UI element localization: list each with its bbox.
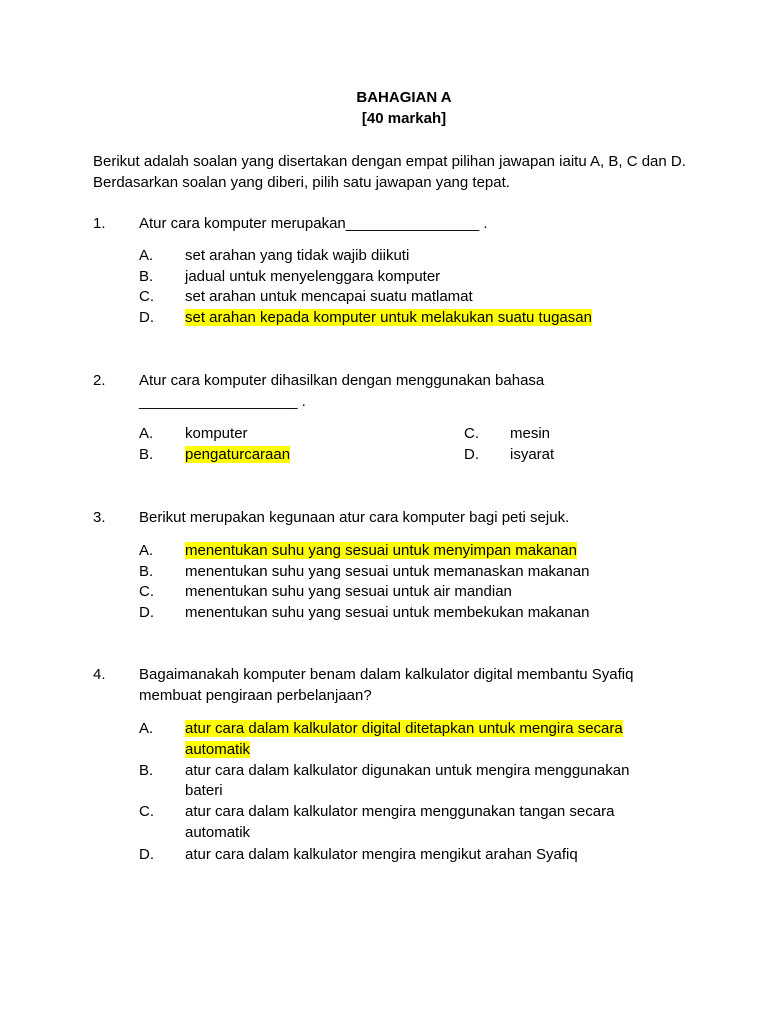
- question-2-number: 2.: [93, 372, 106, 389]
- question-2-text-line1: Atur cara komputer dihasilkan dengan menggunakan bahasa: [139, 372, 545, 389]
- section-title: BAHAGIAN A: [356, 89, 452, 106]
- q3-option-c-text: menentukan suhu yang sesuai untuk air mandian: [185, 583, 512, 600]
- q1-option-d-text-highlighted: set arahan kepada komputer untuk melakukan suatu tugasan: [185, 309, 592, 326]
- section-marks: [40 markah]: [361, 110, 447, 127]
- question-4-text-line2: membuat pengiraan perbelanjaan?: [139, 687, 372, 704]
- q3-option-b-text: menentukan suhu yang sesuai untuk memanaskan makanan: [185, 563, 590, 580]
- q4-option-c-letter: C.: [139, 803, 154, 820]
- q2-option-a-letter: A.: [139, 425, 154, 442]
- instructions-paragraph: Berikut adalah soalan yang disertakan dengan empat pilihan jawapan iaitu A, B, C dan D. Berdasarkan soalan yang diberi, pilih satu jawapan yang tepat.: [93, 153, 686, 191]
- q2-option-d-text: isyarat: [510, 446, 555, 463]
- q1-option-c-letter: C.: [139, 288, 154, 305]
- q3-option-a-wrap: [185, 540, 577, 561]
- q3-option-c-letter: C.: [139, 583, 154, 600]
- q4-option-d-letter: D.: [139, 846, 154, 863]
- q2-option-b-letter: B.: [139, 446, 154, 463]
- q4-option-a-letter: A.: [139, 720, 154, 737]
- q1-option-c-text: set arahan untuk mencapai suatu matlamat: [185, 288, 473, 305]
- q4-option-a-wrap2: [185, 739, 250, 760]
- q2-option-d-letter: D.: [464, 446, 479, 463]
- q4-option-b-letter: B.: [139, 762, 154, 779]
- q3-option-b-letter: B.: [139, 563, 154, 580]
- question-2-text-line2: ___________________ .: [139, 393, 306, 410]
- q3-option-a-text-highlighted: menentukan suhu yang sesuai untuk menyimpan makanan: [185, 542, 577, 559]
- q4-option-b-line2: bateri: [185, 782, 223, 799]
- q1-option-b-letter: B.: [139, 268, 154, 285]
- q4-option-b-line1: atur cara dalam kalkulator digunakan untuk mengira menggunakan: [185, 762, 630, 779]
- question-1-number: 1.: [93, 215, 106, 232]
- q2-option-a-text: komputer: [185, 425, 248, 442]
- q4-option-d-text: atur cara dalam kalkulator mengira mengikut arahan Syafiq: [185, 846, 578, 863]
- q3-option-d-letter: D.: [139, 604, 154, 621]
- question-4-text-line1: Bagaimanakah komputer benam dalam kalkulator digital membantu Syafiq: [139, 666, 634, 683]
- q4-option-c-line2: automatik: [185, 824, 251, 841]
- question-3-text: Berikut merupakan kegunaan atur cara komputer bagi peti sejuk.: [139, 509, 570, 526]
- q2-option-c-text: mesin: [510, 425, 551, 442]
- question-1-text: Atur cara komputer merupakan________________ .: [139, 215, 488, 232]
- q4-option-a-line2-highlighted: automatik: [185, 741, 251, 758]
- q3-option-a-letter: A.: [139, 542, 154, 559]
- question-3-number: 3.: [93, 509, 106, 526]
- q2-option-b-wrap: [185, 444, 290, 465]
- q1-option-b-text: jadual untuk menyelenggara komputer: [185, 268, 441, 285]
- q4-option-a-wrap1: [185, 718, 623, 739]
- q1-option-a-letter: A.: [139, 247, 154, 264]
- q4-option-c-line1: atur cara dalam kalkulator mengira menggunakan tangan secara: [185, 803, 615, 820]
- q2-option-b-text-highlighted: pengaturcaraan: [185, 446, 291, 463]
- q4-option-a-line1-highlighted: atur cara dalam kalkulator digital ditetapkan untuk mengira secara: [185, 720, 623, 737]
- q1-option-a-text: set arahan yang tidak wajib diikuti: [185, 247, 410, 264]
- q1-option-d-letter: D.: [139, 309, 154, 326]
- q3-option-d-text: menentukan suhu yang sesuai untuk membekukan makanan: [185, 604, 590, 621]
- question-4-number: 4.: [93, 666, 106, 683]
- q1-option-d-wrap: [185, 307, 592, 328]
- q2-option-c-letter: C.: [464, 425, 479, 442]
